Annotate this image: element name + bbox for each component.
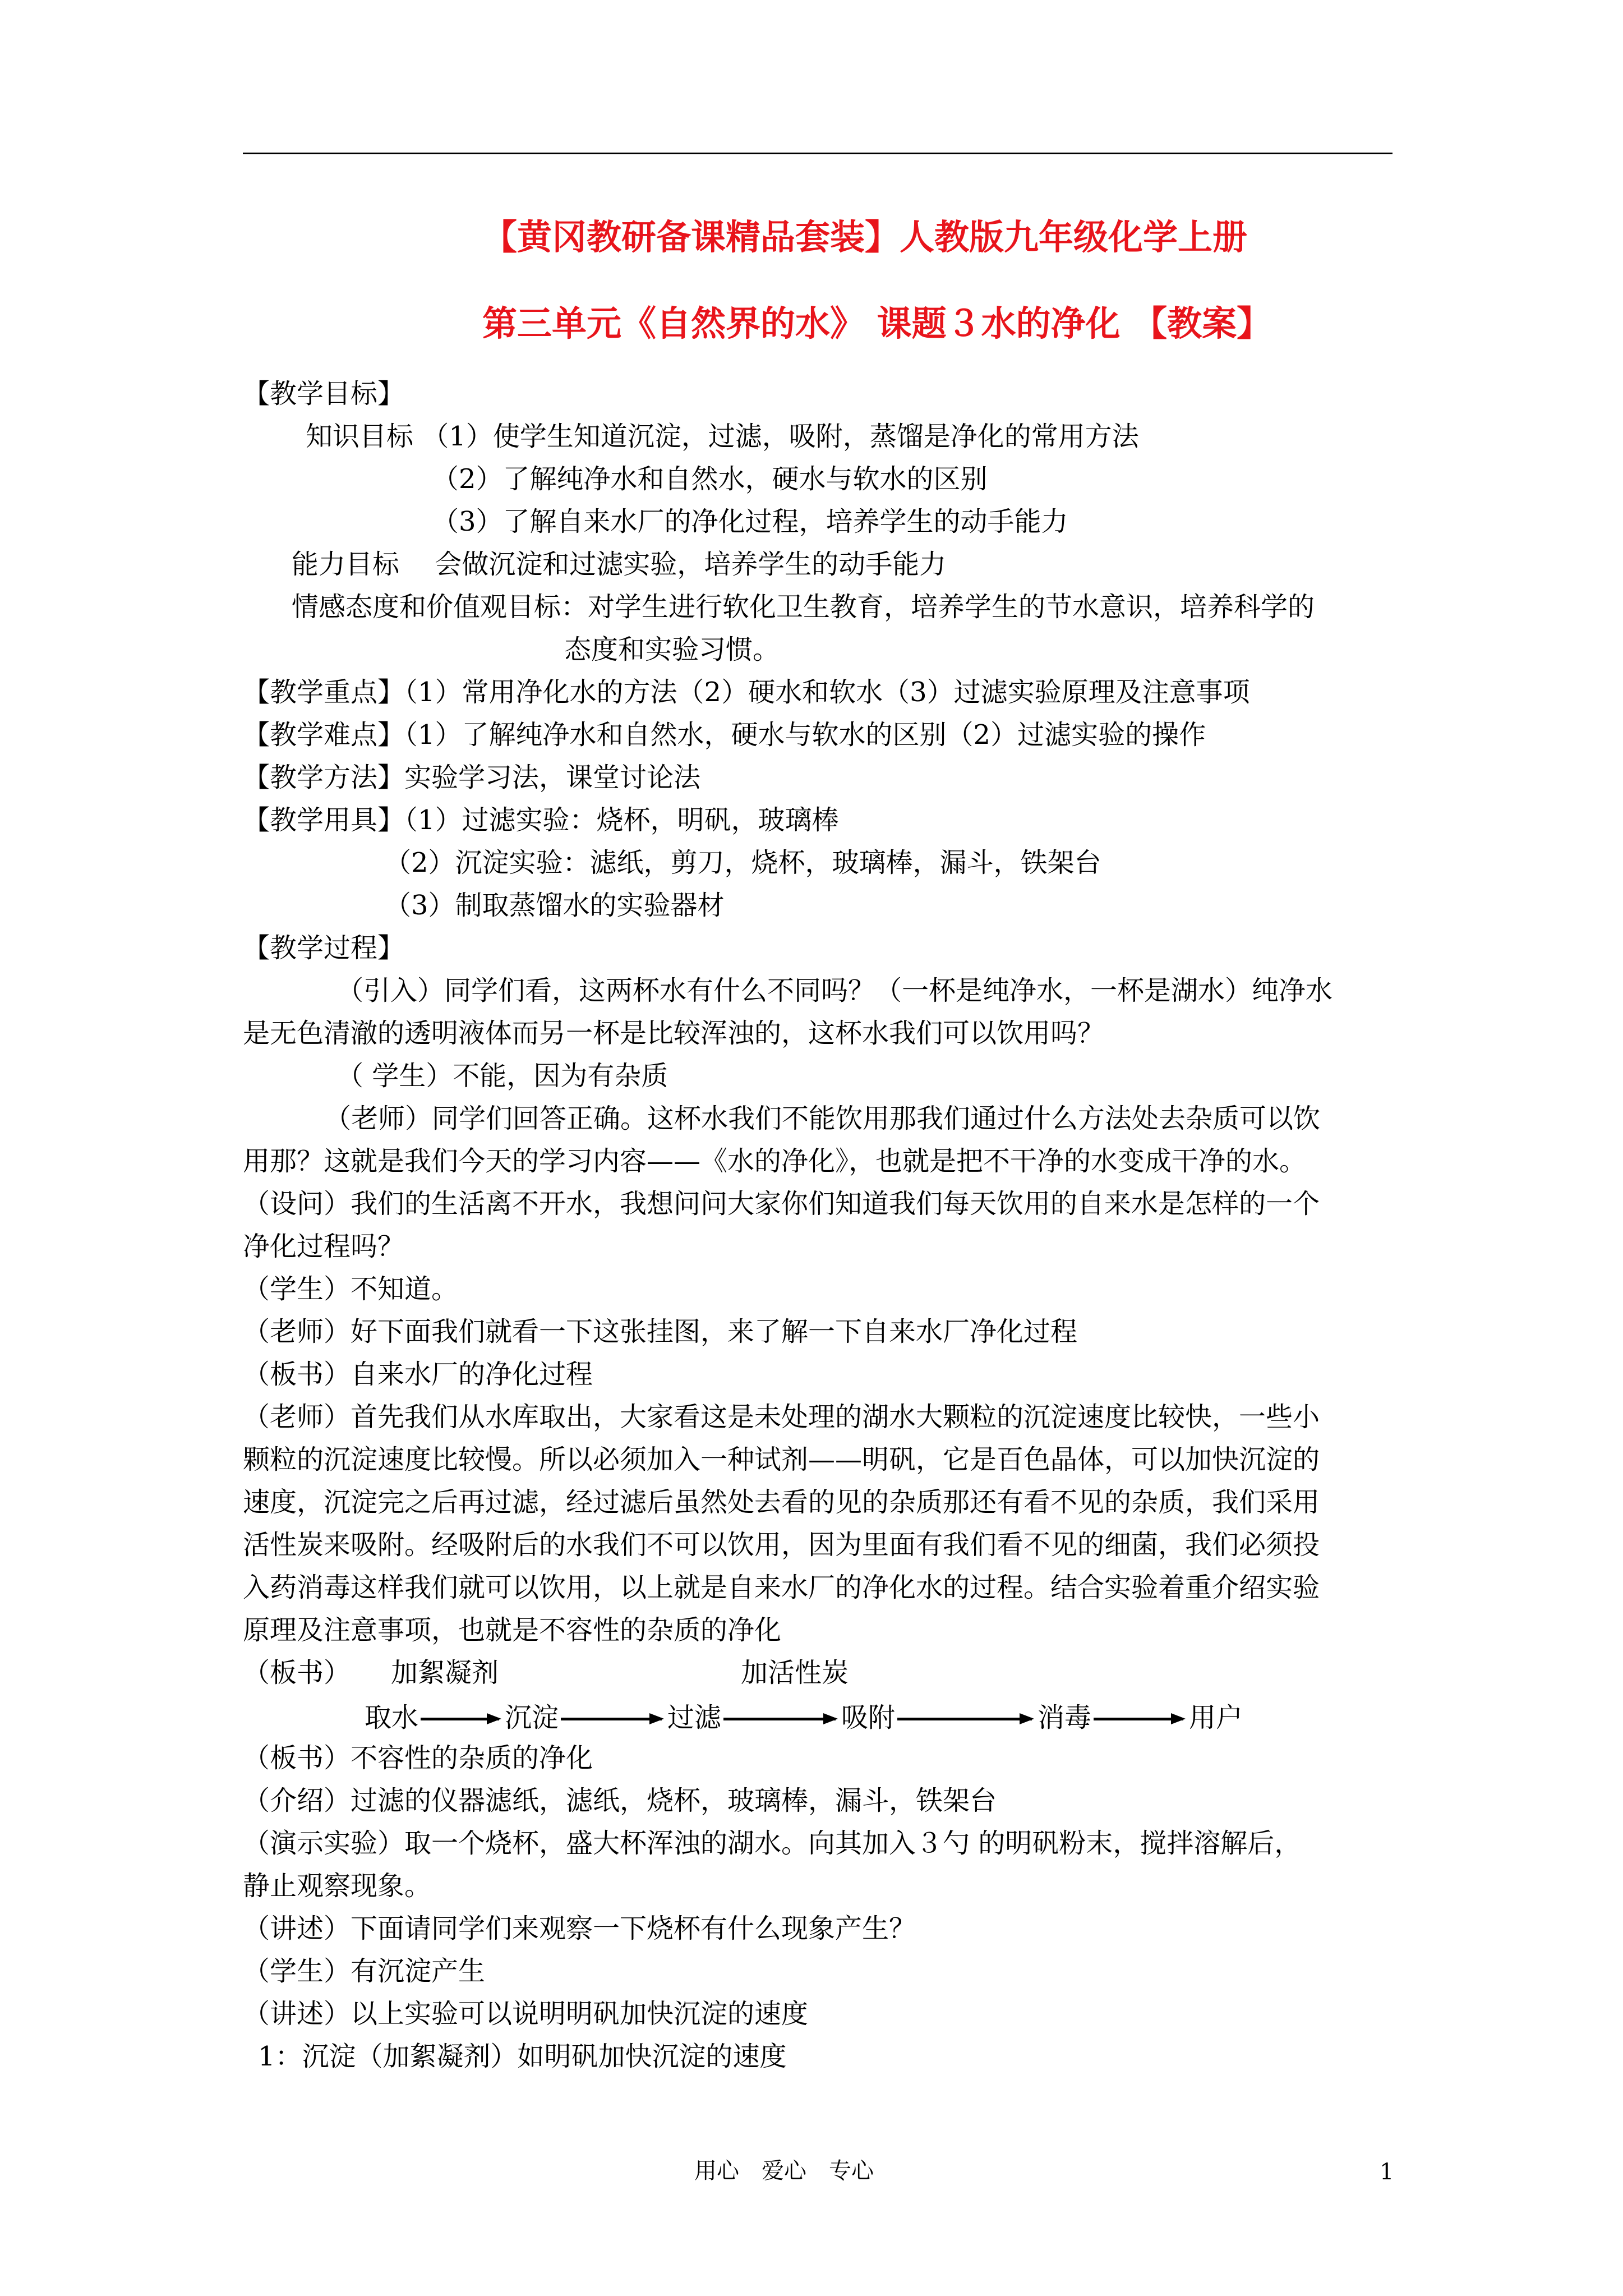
document-title-line2: 第三单元《自然界的水》 课题３水的净化 【教案】 [482, 303, 1272, 344]
text-line: （2）沉淀实验：滤纸，剪刀，烧杯，玻璃棒，漏斗，铁架台 [384, 847, 1101, 878]
text-line: （学生）不知道。 [243, 1273, 459, 1305]
text-line: （3）了解自来水厂的净化过程，培养学生的动手能力 [432, 506, 1068, 537]
text-line: （ 学生）不能，因为有杂质 [336, 1060, 668, 1092]
arrow-right-icon [561, 1718, 662, 1720]
flow-node: 消毒 [1038, 1702, 1092, 1733]
flow-node: 过滤 [667, 1702, 722, 1733]
text-line: （老师）好下面我们就看一下这张挂图，来了解一下自来水厂净化过程 [243, 1316, 1078, 1347]
flow-node: 用户 [1189, 1702, 1243, 1733]
text-line: （学生）有沉淀产生 [243, 1955, 486, 1987]
text-line: （板书）自来水厂的净化过程 [243, 1359, 593, 1390]
text-line: （2）了解纯净水和自然水，硬水与软水的区别 [432, 463, 988, 495]
text-line: 用那？这就是我们今天的学习内容——《水的净化》，也就是把不干净的水变成干净的水。 [243, 1145, 1307, 1177]
text-line: 能力目标 会做沉淀和过滤实验，培养学生的动手能力 [292, 549, 947, 580]
purification-flow [365, 1704, 1318, 1738]
text-line: 情感态度和价值观目标：对学生进行软化卫生教育，培养学生的节水意识，培养科学的 [292, 591, 1315, 623]
text-line: （引入）同学们看，这两杯水有什么不同吗？（一杯是纯净水，一杯是湖水）纯净水 [336, 975, 1333, 1006]
section-heading-tools: 【教学用具】（1）过滤实验：烧杯，明矾，玻璃棒 [243, 804, 839, 836]
text-line: （讲述）以上实验可以说明明矾加快沉淀的速度 [243, 1998, 809, 2030]
text-line: （演示实验）取一个烧杯，盛大杯浑浊的湖水。向其加入３勺 的明矾粉末，搅拌溶解后， [243, 1828, 1302, 1859]
footer-motto: 用心 爱心 专心 [694, 2158, 874, 2184]
text-line: 速度，沉淀完之后再过滤，经过滤后虽然处去看的见的杂质那还有看不见的杂质，我们采用 [243, 1487, 1320, 1518]
text-line: 入药消毒这样我们就可以饮用，以上就是自来水厂的净化水的过程。结合实验着重介绍实验 [243, 1572, 1320, 1603]
text-line: （老师）首先我们从水库取出，大家看这是未处理的湖水大颗粒的沉淀速度比较快，一些小 [243, 1401, 1320, 1433]
section-heading-difficulties: 【教学难点】（1）了解纯净水和自然水，硬水与软水的区别（2）过滤实验的操作 [243, 719, 1206, 751]
text-line: 1：沉淀（加絮凝剂）如明矾加快沉淀的速度 [258, 2041, 787, 2072]
text-line: 活性炭来吸附。经吸附后的水我们不可以饮用，因为里面有我们看不见的细菌，我们必须投 [243, 1529, 1320, 1561]
text-line: （介绍）过滤的仪器滤纸，滤纸，烧杯，玻璃棒，漏斗，铁架台 [243, 1785, 997, 1816]
text-line: 颗粒的沉淀速度比较慢。所以必须加入一种试剂——明矾，它是百色晶体，可以加快沉淀的 [243, 1444, 1320, 1475]
text-line: （设问）我们的生活离不开水，我想问问大家你们知道我们每天饮用的自来水是怎样的一个 [243, 1188, 1320, 1220]
section-heading-methods: 【教学方法】实验学习法，课堂讨论法 [243, 762, 701, 793]
page-number: 1 [1380, 2159, 1394, 2185]
arrow-right-icon [897, 1718, 1032, 1720]
text-line: 知识目标 （1）使学生知道沉淀，过滤，吸附，蒸馏是净化的常用方法 [306, 421, 1139, 452]
text-line: 态度和实验习惯。 [564, 634, 780, 665]
text-line: （板书）不容性的杂质的净化 [243, 1742, 593, 1774]
text-line: （讲述）下面请同学们来观察一下烧杯有什么现象产生？ [243, 1913, 916, 1944]
text-line: 静止观察现象。 [243, 1870, 432, 1902]
arrow-right-icon [723, 1718, 836, 1720]
text-line: （3）制取蒸馏水的实验器材 [384, 890, 725, 921]
text-line: 净化过程吗？ [243, 1231, 405, 1262]
arrow-right-icon [1094, 1718, 1183, 1720]
flow-node: 沉淀 [505, 1702, 559, 1733]
section-heading-key-points: 【教学重点】（1）常用净化水的方法（2）硬水和软水（3）过滤实验原理及注意事项 [243, 677, 1250, 708]
arrow-right-icon [421, 1718, 499, 1720]
flow-node: 取水 [365, 1702, 419, 1733]
section-heading-objectives: 【教学目标】 [243, 378, 405, 409]
text-line: （老师）同学们回答正确。这杯水我们不能饮用那我们通过什么方法处去杂质可以饮 [324, 1103, 1321, 1134]
document-title-line1: 【黄冈教研备课精品套装】人教版九年级化学上册 [482, 217, 1248, 257]
text-line: 原理及注意事项，也就是不容性的杂质的净化 [243, 1614, 782, 1646]
flow-node: 吸附 [841, 1702, 896, 1733]
header-rule [243, 153, 1393, 154]
section-heading-process: 【教学过程】 [243, 932, 405, 964]
flow-labels-line: （板书） 加絮凝剂 加活性炭 [243, 1657, 849, 1688]
text-line: 是无色清澈的透明液体而另一杯是比较浑浊的，这杯水我们可以饮用吗？ [243, 1018, 1105, 1049]
